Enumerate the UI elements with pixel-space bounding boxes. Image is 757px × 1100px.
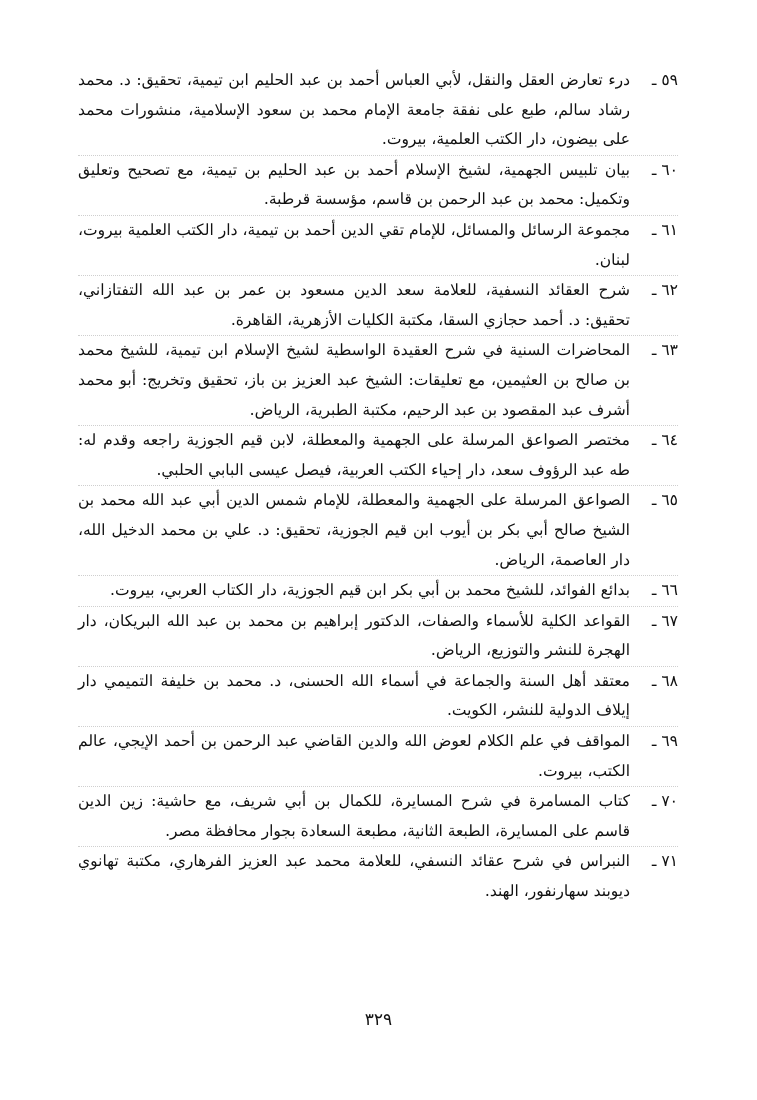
entry-number: ٦٧ ـ xyxy=(651,611,678,630)
bibliography-entry-68 xyxy=(78,666,678,726)
bibliography-entry-61 xyxy=(78,215,678,275)
bibliography-entry-69 xyxy=(78,726,678,786)
bibliography-entry-65 xyxy=(78,485,678,575)
entry-text: بيان تلبيس الجهمية، لشيخ الإسلام أحمد بن عبد الحليم بن تيمية، مع تصحيح وتعليق وتكميل: محمد بن عبد الرحمن بن قاسم، مؤسسة قرطبة. xyxy=(78,160,630,209)
bibliography-entry-70 xyxy=(78,786,678,846)
entry-text: كتاب المسامرة في شرح المسايرة، للكمال بن أبي شريف، مع حاشية: زين الدين قاسم على المسايرة، الطبعة الثانية، مطبعة السعادة بجوار محافظة مصر. xyxy=(78,792,630,840)
entry-text: بدائع الفوائد، للشيخ محمد بن أبي بكر ابن قيم الجوزية، دار الكتاب العربي، بيروت. xyxy=(110,581,630,600)
entry-number: ٥٩ ـ xyxy=(651,71,678,89)
entry-number: ٦٦ ـ xyxy=(651,581,678,600)
bibliography-entry-59 xyxy=(78,66,678,155)
entry-text: شرح العقائد النسفية، للعلامة سعد الدين مسعود بن عمر بن عبد الله التفتازاني، تحقيق: د. أحمد حجازي السقا، مكتبة الكليات الأزهرية، القاهرة. xyxy=(78,281,630,329)
entry-number: ٦٨ ـ xyxy=(651,671,678,690)
entry-text: المواقف في علم الكلام لعوض الله والدين القاضي عبد الرحمن بن أحمد الإيجي، عالم الكتب، بيروت. xyxy=(78,732,630,780)
entry-text: الصواعق المرسلة على الجهمية والمعطلة، للإمام شمس الدين أبي عبد الله محمد بن الشيخ صالح أبي بكر بن أيوب ابن قيم الجوزية، تحقيق: د. علي بن محمد الدخيل الله، دار العاصمة، الرياض. xyxy=(78,491,630,569)
entry-number: ٦٢ ـ xyxy=(651,281,678,300)
entry-text: مختصر الصواعق المرسلة على الجهمية والمعطلة، لابن قيم الجوزية راجعه وقدم له: طه عبد الرؤوف سعد، دار إحياء الكتب العربية، فيصل عيسى البابي الحلبي. xyxy=(78,431,630,479)
entry-number: ٦١ ـ xyxy=(651,220,678,239)
entry-text: درء تعارض العقل والنقل، لأبي العباس أحمد بن عبد الحليم ابن تيمية، تحقيق: د. محمد رشاد سالم، طبع على نفقة جامعة الإمام محمد بن سعود الإسلامية، منشورات محمد على بيضون، دار الكتب العلمية، بيروت. xyxy=(78,71,630,149)
entry-number: ٦٤ ـ xyxy=(651,431,678,450)
bibliography-entry-63 xyxy=(78,335,678,425)
entry-text: القواعد الكلية للأسماء والصفات، الدكتور إبراهيم بن محمد بن عبد الله البريكان، دار الهجرة للنشر والتوزيع، الرياض. xyxy=(78,611,630,660)
bibliography-page xyxy=(78,66,678,907)
entry-text: معتقد أهل السنة والجماعة في أسماء الله الحسنى، د. محمد بن خليفة التميمي دار إيلاف الدولية للنشر، الكويت. xyxy=(78,671,630,720)
entry-number: ٧١ ـ xyxy=(651,852,678,871)
entry-number: ٦٣ ـ xyxy=(651,341,678,360)
page-number: ٣٢٩ xyxy=(364,1010,393,1030)
entry-number: ٦٥ ـ xyxy=(651,491,678,510)
entry-text: النبراس في شرح عقائد النسفي، للعلامة محمد عبد العزيز الفرهاري، مكتبة تهانوي ديوبند سهارنفور، الهند. xyxy=(78,852,630,901)
bibliography-entry-67 xyxy=(78,606,678,666)
bibliography-entry-66 xyxy=(78,575,678,606)
bibliography-entry-60 xyxy=(78,155,678,215)
bibliography-entry-62 xyxy=(78,275,678,335)
entry-text: مجموعة الرسائل والمسائل، للإمام تقي الدين أحمد بن تيمية، دار الكتب العلمية بيروت، لبنان. xyxy=(78,220,630,269)
bibliography-entry-71 xyxy=(78,846,678,906)
entry-text: المحاضرات السنية في شرح العقيدة الواسطية لشيخ الإسلام ابن تيمية، للشيخ محمد بن صالح بن العثيمين، مع تعليقات: الشيخ عبد العزيز بن باز، تحقيق وتخريج: أبو محمد أشرف عبد المقصود بن عبد الرحيم، مكتبة الطبرية، الرياض. xyxy=(78,341,630,419)
bibliography-entry-64 xyxy=(78,425,678,485)
entry-number: ٦٩ ـ xyxy=(651,732,678,751)
entry-number: ٦٠ ـ xyxy=(651,160,678,179)
entry-number: ٧٠ ـ xyxy=(651,792,678,811)
